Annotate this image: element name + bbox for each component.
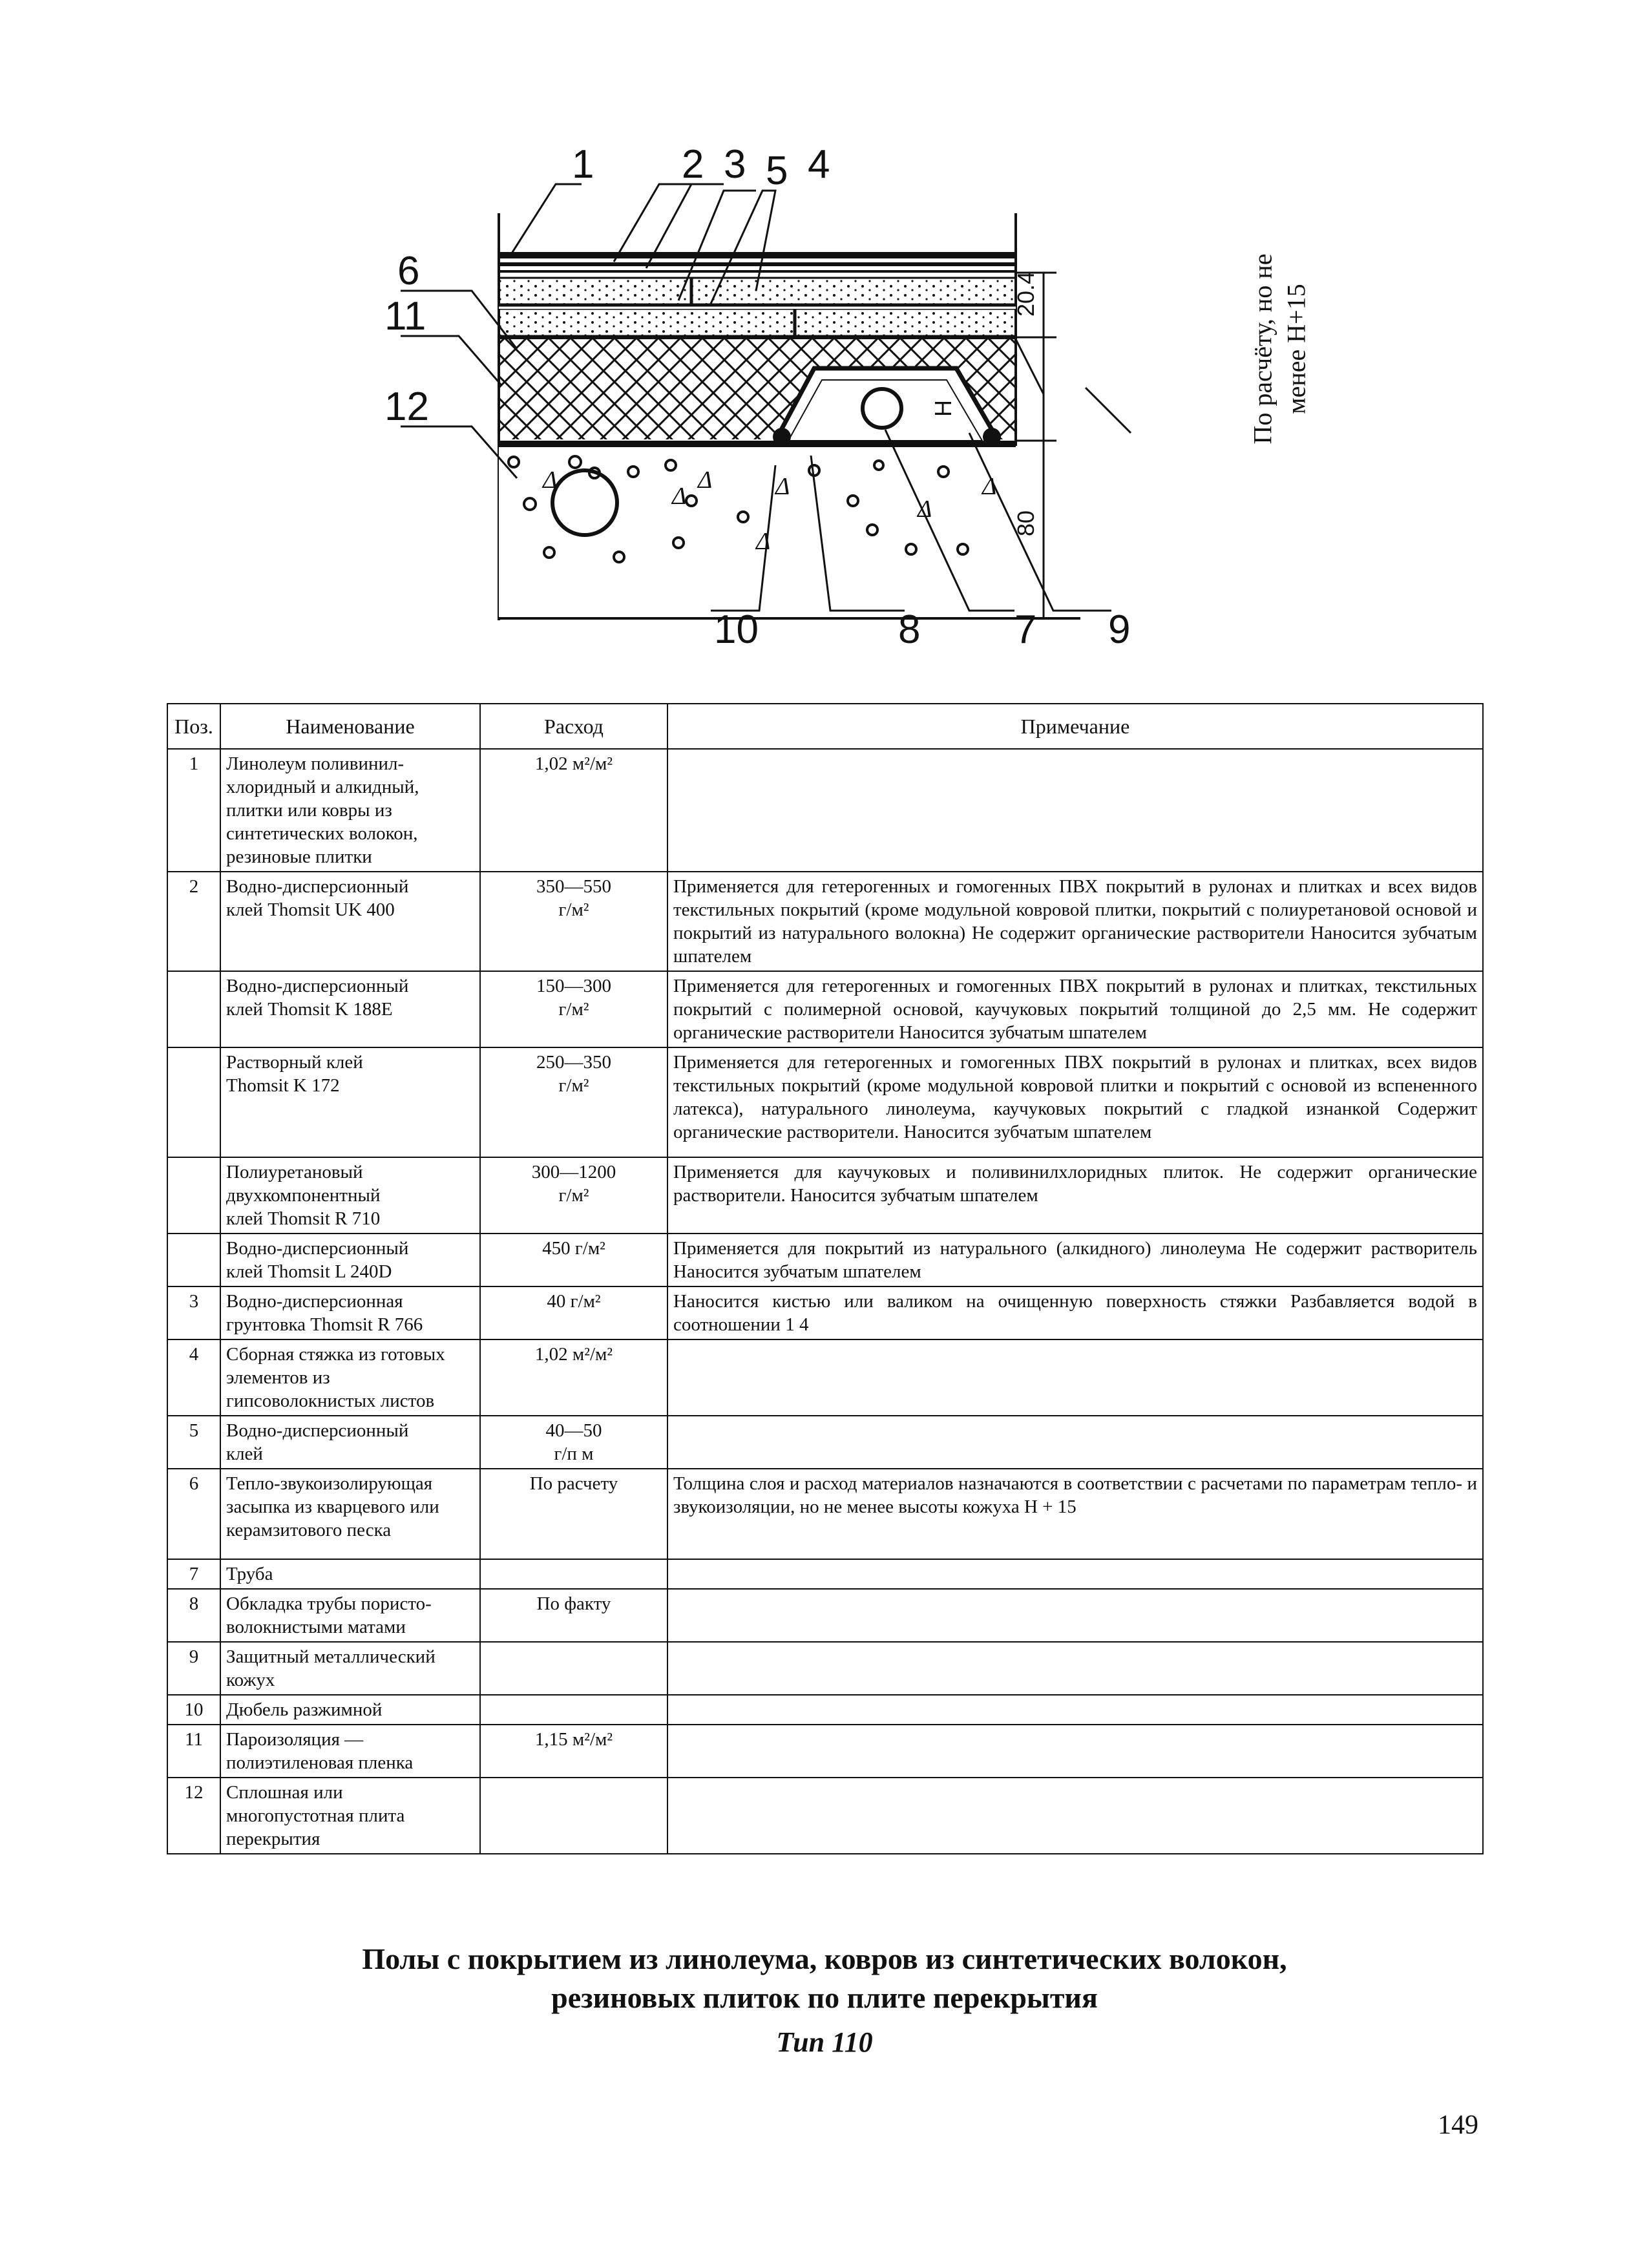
cell-rate: 1,15 м²/м² — [480, 1725, 667, 1778]
cell-pos — [167, 1157, 220, 1234]
cell-name: Водно-дисперсионный клей Thomsit UK 400 — [220, 872, 480, 971]
svg-text:Δ: Δ — [698, 467, 713, 494]
cell-note — [667, 1725, 1483, 1778]
table-row — [167, 1589, 1483, 1642]
cell-rate: 350—550 г/м² — [480, 872, 667, 971]
cell-name: Линолеум поливинил- хлоридный и алкидный, плитки или ковры из синтетических волокон, резиновые плитки — [220, 749, 480, 872]
table-row — [167, 872, 1483, 971]
cell-rate — [480, 1695, 667, 1725]
callout-9: 9 — [1108, 607, 1131, 652]
cell-rate: 1,02 м²/м² — [480, 749, 667, 872]
callout-1: 1 — [572, 142, 594, 187]
callout-4: 4 — [808, 142, 830, 187]
table-row — [167, 1416, 1483, 1469]
cell-note: Применяется для гетерогенных и гомогенных ПВХ покрытий в рулонах и плитках и всех видов текстильных покрытий (кроме модульной ковровой плитки, покрытий с полиуретановой основой и покрытий из натурального волокна) Не содержит органические растворители Наносится зубчатым шпателем — [667, 872, 1483, 971]
cell-pos: 4 — [167, 1339, 220, 1416]
layer-adhesive — [499, 262, 1016, 266]
table-row — [167, 1778, 1483, 1854]
cell-rate: 150—300 г/м² — [480, 971, 667, 1047]
dim-top: 20.4 — [1013, 271, 1039, 317]
cell-note: Наносится кистью или валиком на очищенную поверхность стяжки Разбавляется водой в соотношении 1 4 — [667, 1286, 1483, 1339]
slab-void — [552, 470, 617, 535]
table-row — [167, 1559, 1483, 1589]
cell-note — [667, 1642, 1483, 1695]
cell-note — [667, 1695, 1483, 1725]
cell-pos: 11 — [167, 1725, 220, 1778]
cell-rate: 40—50 г/п м — [480, 1416, 667, 1469]
cell-note — [667, 1778, 1483, 1854]
header-name: Наименование — [220, 704, 480, 749]
cell-pos — [167, 1047, 220, 1157]
header-pos: Поз. — [167, 704, 220, 749]
svg-text:Δ: Δ — [672, 483, 687, 510]
cell-name: Водно-дисперсионная грунтовка Thomsit R 766 — [220, 1286, 480, 1339]
callout-2: 2 — [682, 142, 704, 187]
cell-rate — [480, 1559, 667, 1589]
cell-rate: 250—350 г/м² — [480, 1047, 667, 1157]
table-row — [167, 1047, 1483, 1157]
dim-h: H — [930, 400, 956, 417]
cell-name: Полиуретановый двухкомпонентный клей Thomsit R 710 — [220, 1157, 480, 1234]
svg-text:Δ: Δ — [756, 528, 771, 555]
cell-name: Обкладка трубы пористо- волокнистыми матами — [220, 1589, 480, 1642]
cell-name: Защитный металлический кожух — [220, 1642, 480, 1695]
cell-note: Применяется для гетерогенных и гомогенных ПВХ покрытий в рулонах и плитках, текстильных покрытий с полимерной основой, каучуковых покрытий толщиной до 2,5 мм. Не содержит органические растворители Наносится зубчатым шпателем — [667, 971, 1483, 1047]
thickness-note — [1160, 220, 1399, 478]
cell-name: Труба — [220, 1559, 480, 1589]
cell-note — [667, 1339, 1483, 1416]
cell-pos — [167, 1234, 220, 1286]
cell-pos: 2 — [167, 872, 220, 971]
cell-rate — [480, 1778, 667, 1854]
cell-pos: 12 — [167, 1778, 220, 1854]
callout-12: 12 — [384, 384, 429, 429]
cell-rate: 1,02 м²/м² — [480, 1339, 667, 1416]
cell-pos — [167, 971, 220, 1047]
table-row — [167, 1234, 1483, 1286]
cell-name: Водно-дисперсионный клей — [220, 1416, 480, 1469]
svg-text:Δ: Δ — [918, 496, 932, 523]
cell-name: Тепло-звукоизолирующая засыпка из кварцевого или керамзитового песка — [220, 1469, 480, 1559]
cell-name: Сплошная или многопустотная плита перекрытия — [220, 1778, 480, 1854]
header-rate: Расход — [480, 704, 667, 749]
table-body — [167, 749, 1483, 1854]
thickness-note-line2: менее H+15 — [1281, 284, 1310, 414]
cell-rate: 450 г/м² — [480, 1234, 667, 1286]
specification-table — [167, 703, 1484, 1854]
layer-vapour-barrier — [499, 441, 1016, 447]
cell-pos: 3 — [167, 1286, 220, 1339]
header-note: Примечание — [667, 704, 1483, 749]
caption-title-line2: резиновых плиток по плите перекрытия — [551, 1981, 1098, 2014]
cell-pos: 1 — [167, 749, 220, 872]
table-row — [167, 1157, 1483, 1234]
callout-7: 7 — [1014, 607, 1037, 652]
table-row — [167, 1725, 1483, 1778]
cell-name: Пароизоляция — полиэтиленовая пленка — [220, 1725, 480, 1778]
cell-name: Растворный клей Thomsit K 172 — [220, 1047, 480, 1157]
cell-note — [667, 1589, 1483, 1642]
cell-note: Применяется для каучуковых и поливинилхлоридных плиток. Не содержит органические растворители. Наносится зубчатым шпателем — [667, 1157, 1483, 1234]
thickness-note-line1: По расчёту, но не — [1247, 253, 1277, 445]
cell-note — [667, 1559, 1483, 1589]
callout-6: 6 — [397, 249, 420, 293]
cell-name: Водно-дисперсионный клей Thomsit K 188E — [220, 971, 480, 1047]
cell-rate — [480, 1642, 667, 1695]
table-row — [167, 1339, 1483, 1416]
cell-rate: По факту — [480, 1589, 667, 1642]
cell-pos: 5 — [167, 1416, 220, 1469]
caption-title-line1: Полы с покрытием из линолеума, ковров из синтетических волокон, — [362, 1942, 1287, 1975]
cell-note: Толщина слоя и расход материалов назначаются в соответствии с расчетами по параметрам тепло- и звукоизоляции, но не менее высоты кожуха H + 15 — [667, 1469, 1483, 1559]
layer-primer — [499, 270, 1016, 273]
table-row — [167, 1469, 1483, 1559]
cell-pos: 8 — [167, 1589, 220, 1642]
page-number: 149 — [1438, 2110, 1478, 2140]
callout-5: 5 — [766, 149, 788, 193]
svg-text:Δ: Δ — [775, 473, 790, 500]
layer-linoleum — [499, 252, 1016, 258]
cell-pos: 9 — [167, 1642, 220, 1695]
dim-bottom: 80 — [1013, 510, 1039, 536]
cell-pos: 7 — [167, 1559, 220, 1589]
pipe — [863, 389, 901, 428]
callout-11: 11 — [384, 294, 426, 339]
cell-note — [667, 749, 1483, 872]
cell-rate: По расчету — [480, 1469, 667, 1559]
table-row — [167, 971, 1483, 1047]
cell-name: Дюбель разжимной — [220, 1695, 480, 1725]
table-row — [167, 749, 1483, 872]
cell-name: Сборная стяжка из готовых элементов из гипсоволокнистых листов — [220, 1339, 480, 1416]
table-header-row — [167, 704, 1483, 749]
cell-rate: 300—1200 г/м² — [480, 1157, 667, 1234]
cell-pos: 10 — [167, 1695, 220, 1725]
table-row — [167, 1695, 1483, 1725]
caption-type: Тип 110 — [776, 2026, 873, 2058]
cell-pos: 6 — [167, 1469, 220, 1559]
cell-note — [667, 1416, 1483, 1469]
table-row — [167, 1642, 1483, 1695]
svg-text:Δ: Δ — [982, 473, 997, 500]
table-row — [167, 1286, 1483, 1339]
callout-10: 10 — [714, 607, 759, 652]
cell-rate: 40 г/м² — [480, 1286, 667, 1339]
cell-note: Применяется для гетерогенных и гомогенных ПВХ покрытий в рулонах и плитках, всех видов текстильных покрытий (кроме модульной ковровой плитки и покрытий с основой из вспененного латекса), натурального линолеума, каучуковых покрытий с гладкой изнанкой Содержит органические растворители. Наносится зубчатым шпателем — [667, 1047, 1483, 1157]
callout-3: 3 — [724, 142, 746, 187]
layer-screed-lower — [499, 309, 1016, 336]
cell-name: Водно-дисперсионный клей Thomsit L 240D — [220, 1234, 480, 1286]
cell-note: Применяется для покрытий из натурального (алкидного) линолеума Не содержит растворитель Наносится зубчатым шпателем — [667, 1234, 1483, 1286]
svg-text:Δ: Δ — [543, 467, 558, 494]
callout-8: 8 — [898, 607, 921, 652]
